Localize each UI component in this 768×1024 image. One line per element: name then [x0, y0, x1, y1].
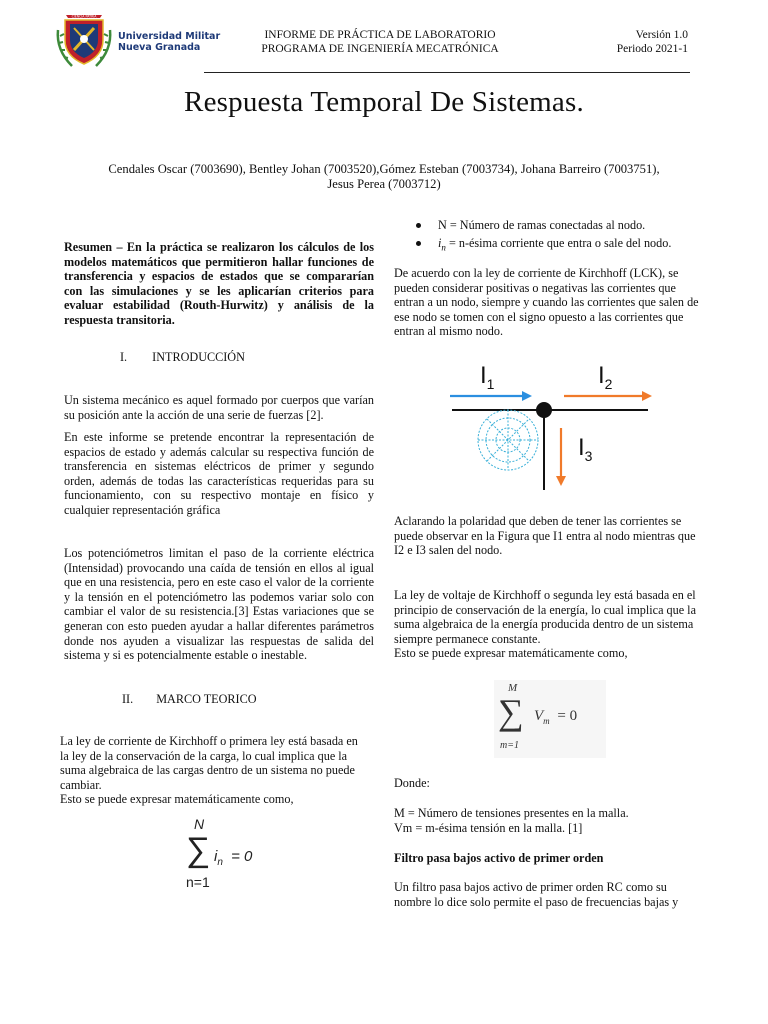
sum-term-index: m	[543, 716, 550, 726]
svg-text:Nueva Granada: Nueva Granada	[118, 42, 201, 53]
sum-term: V	[534, 708, 544, 724]
version: Versión 1.0	[635, 29, 688, 41]
sum-symbol: ∑	[186, 831, 211, 869]
text-line: entran al mismo nodo.	[394, 324, 503, 339]
version-block	[560, 28, 688, 56]
abstract-line: con las simulaciones y se les aplicarían criterios para	[64, 283, 374, 298]
label-index: 2	[604, 375, 613, 392]
where-label: Donde:	[394, 776, 430, 790]
label-letter: I	[598, 362, 605, 389]
list-item-text: = n-ésima corriente que entra o sale del nodo.	[448, 236, 672, 250]
text-line: Esto se puede expresar matemáticamente como,	[394, 646, 628, 661]
text-line: ese nodo se tomen con el signo opuesto a las corrientes que	[394, 309, 684, 324]
label-index: 1	[486, 375, 495, 392]
text-line: I2 e I3 salen del nodo.	[394, 543, 503, 558]
text-line: En este informe se pretende encontrar la representación de	[64, 430, 374, 444]
current-label-i1	[480, 362, 494, 392]
sum-upper-limit: N	[194, 816, 205, 832]
list-item-symbol-index: n	[441, 242, 446, 253]
list-item-text: N = Número de ramas conectadas al nodo.	[438, 218, 646, 232]
text-line: donde nos ayuden a visualizar las respuestas de salida del	[64, 633, 374, 648]
list-item	[410, 236, 710, 252]
period: Periodo 2021-1	[616, 43, 688, 55]
bullet-icon	[416, 241, 421, 246]
current-label-i2	[598, 362, 612, 392]
sum-upper-limit: M	[508, 682, 518, 694]
text-line: pueden considerar positivas o negativas las corrientes que	[394, 280, 676, 295]
kvl-equation	[494, 680, 606, 758]
equation-rhs: = 0	[557, 708, 578, 724]
section-number: I.	[120, 350, 128, 364]
text-line: entran a un nodo, siempre y cuando las corrientes que salen de	[394, 295, 699, 310]
text-line: De acuerdo con la ley de corriente de Kirchhoff (LCK), se	[394, 266, 679, 280]
section-title: MARCO TEORICO	[156, 692, 257, 706]
kcl-equation	[180, 816, 290, 896]
equation-rhs: = 0	[231, 848, 253, 865]
authors	[80, 162, 688, 192]
abstract-line: evaluar estabilidad (Routh-Hurwitz) y análisis de la	[64, 298, 374, 313]
text-line: principio de conservación de la energía, lo cual implica que la	[394, 602, 696, 617]
subsection-heading: Filtro pasa bajos activo de primer orden	[394, 851, 604, 865]
text-line: Un sistema mecánico es aquel formado por cuerpos que varían	[64, 393, 374, 407]
abstract	[64, 240, 374, 328]
intro-paragraph-3	[64, 546, 374, 663]
sum-term-index: n	[217, 857, 223, 868]
kcl-node-figure	[440, 360, 660, 495]
bullet-icon	[416, 223, 421, 228]
header-program: PROGRAMA DE INGENIERÍA MECATRÓNICA	[261, 43, 499, 55]
text-line: espacios de estado y además calcular su respectiva función de	[64, 444, 374, 459]
text-line: La ley de voltaje de Kirchhoff o segunda ley está basada en el	[394, 588, 696, 602]
text-line: Aclarando la polaridad que deben de tener las corrientes se	[394, 514, 682, 528]
section-1-heading	[120, 350, 245, 365]
filter-paragraph	[394, 880, 708, 909]
section-number: II.	[122, 692, 134, 706]
svg-text:CIENCIA PATRIA: CIENCIA PATRIA	[71, 14, 97, 19]
text-line: nombre lo dice solo permite el paso de frecuencias bajas y	[394, 894, 679, 909]
report-header	[240, 28, 520, 56]
section-title: INTRODUCCIÓN	[152, 350, 245, 364]
text-line: Vm = m-ésima tensión en la malla. [1]	[394, 820, 583, 835]
text-line: funcionamiento, con su respectivo montaje en físico y	[64, 488, 374, 503]
sum-lower-limit: m=1	[500, 740, 519, 751]
text-line: suma algebraica de las cargas dentro de un sistema no puede	[60, 763, 355, 778]
sum-term: i	[214, 848, 218, 865]
section-2-heading	[122, 692, 257, 707]
text-line: y la tensión en el potenciómetro las podemos variar solo con	[64, 589, 374, 604]
theory-paragraph-1	[60, 734, 372, 807]
text-line: su posición ante la acción de una serie de fuerzas [2].	[64, 407, 324, 422]
text-line: La ley de corriente de Kirchhoff o primera ley está basada en	[60, 734, 358, 748]
intro-paragraph-2	[64, 430, 374, 518]
sum-lower-limit: n=1	[186, 874, 210, 890]
authors-line-2: Jesus Perea (7003712)	[327, 177, 441, 191]
text-line: que en una resistencia, pero en este caso el valor de la corriente	[64, 575, 374, 590]
svg-text:Universidad Militar: Universidad Militar	[118, 31, 221, 42]
text-line: orden, además de todas las características requeridas para su	[64, 473, 374, 488]
authors-line-1: Cendales Oscar (7003690), Bentley Johan (7003520),Gómez Esteban (7003734), Johana Barreiro (7003751),	[108, 162, 660, 176]
abstract-line: Resumen – En la práctica se realizaron los cálculos de los	[64, 240, 374, 254]
paper-title: Respuesta Temporal De Sistemas.	[184, 86, 584, 118]
abstract-line: transferencia y espacios de estados que se compararían	[64, 269, 374, 284]
header-title: INFORME DE PRÁCTICA DE LABORATORIO	[264, 29, 496, 41]
bullet-list	[410, 218, 710, 252]
text-line: puede observar en la Figura que I1 entra al nodo mientras que	[394, 528, 696, 543]
text-line: suma algebraica de la energía producida dentro de un sistema	[394, 617, 694, 632]
label-letter: I	[578, 434, 585, 461]
label-letter: I	[480, 362, 487, 389]
text-line: Un filtro pasa bajos activo de primer orden RC como su	[394, 880, 667, 894]
text-line: M = Número de tensiones presentes en la malla.	[394, 806, 629, 820]
kvl-paragraph	[394, 588, 708, 661]
text-line: (Intensidad) provocando una caída de tensión en ellos al igual	[64, 560, 374, 575]
university-logo	[52, 10, 221, 72]
text-line: Los potenciómetros limitan el paso de la corriente eléctrica	[64, 546, 374, 560]
text-line: sistema y si es potencialmente estable o inestable.	[64, 648, 308, 663]
text-line: cualquier representación gráfica	[64, 502, 221, 517]
list-item-symbol: i	[438, 236, 442, 250]
text-line: la ley de la conservación de la carga, lo cual implica que la	[60, 748, 348, 763]
text-line: cambiar el valor de su resistencia.[3] Estas variaciones que se	[64, 604, 374, 619]
text-line: Esto se puede expresar matemáticamente como,	[60, 792, 294, 807]
text-line: siempre permanece constante.	[394, 631, 541, 646]
header-divider	[204, 72, 690, 73]
intro-paragraph-1	[64, 393, 374, 422]
abstract-line: respuesta transitoria.	[64, 312, 175, 327]
text-line: cambiar.	[60, 777, 102, 792]
abstract-line: modelos matemáticos que permitieron hallar funciones de	[64, 254, 374, 269]
list-item	[410, 218, 710, 233]
variable-definitions	[394, 806, 708, 835]
label-index: 3	[584, 447, 593, 464]
kcl-paragraph	[394, 266, 708, 339]
figure-explanation	[394, 514, 708, 558]
current-label-i3	[578, 434, 592, 464]
text-line: transferencia en sistemas eléctricos de primer y segundo	[64, 459, 374, 474]
text-line: generan con esto pueden ayudar a hallar diferentes parámetros	[64, 618, 374, 633]
sum-symbol: ∑	[498, 692, 524, 732]
